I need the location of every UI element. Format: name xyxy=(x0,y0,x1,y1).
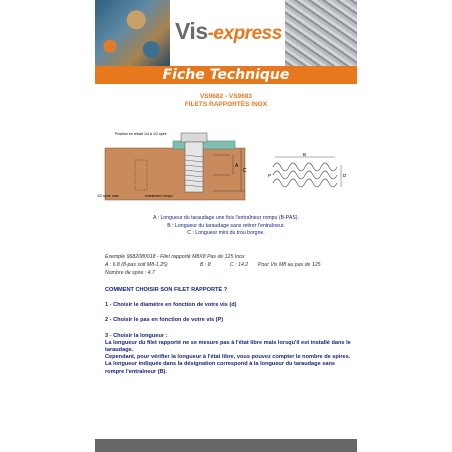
example-title: Exemple 9682080018 - Filet rapporté M8X8 Pas de 125 Inox xyxy=(105,254,245,260)
example-spires: Nombre de spire : 4.7 xyxy=(105,270,155,276)
body-text xyxy=(105,287,355,376)
step-1: 1 - Choisir le diamètre en fonction de votre vis (d) xyxy=(105,302,237,309)
logo-brand: Vis xyxy=(175,18,208,44)
driver-label: entraîneur rompu xyxy=(145,194,173,198)
tools-photo xyxy=(95,0,170,66)
step-3-text-1: La longueur du filet rapporté ne se mesure pas à l'état libre mais lorsqu'il est installé dans le taraudage. xyxy=(105,339,351,354)
example-b: B : 8 xyxy=(200,262,211,268)
caption-line-c: C : Longueur mini du trou borgne. xyxy=(187,230,265,236)
product-reference xyxy=(95,93,357,109)
header xyxy=(95,0,357,66)
caption-line-a: A : Longueur du taraudage une fois l'entraîneur rompu (B-PAS). xyxy=(153,215,299,221)
screws-photo xyxy=(285,0,357,66)
banner-title: Fiche Technique xyxy=(95,66,357,84)
thread-insert-diagram xyxy=(95,125,357,215)
example-a: A : 6.8 (8-pas soit M8-1.25) xyxy=(105,262,168,268)
material-block xyxy=(105,148,245,200)
step-2: 2 - Choisir le pas en fonction de votre vis (P) xyxy=(105,317,224,324)
technical-sheet xyxy=(95,0,357,452)
bolt-shank xyxy=(185,142,203,192)
footer-bar xyxy=(95,439,357,452)
bolt-head xyxy=(181,133,207,142)
diagram-caption xyxy=(95,215,357,238)
example-block xyxy=(105,253,355,277)
example-c: C : 14.2 xyxy=(230,262,249,268)
dim-p-label: P xyxy=(268,173,272,178)
section-question: COMMENT CHOISIR SON FILET RAPPORTÉ ? xyxy=(105,287,228,293)
dim-d-label: D xyxy=(343,173,347,178)
logo-accent: -express xyxy=(207,23,282,44)
step-3-text-2: Cependant, pour vérifier la longueur à l'état libre, vous pouvez compter le nombre de spires. xyxy=(105,354,351,361)
dim-b-label: B xyxy=(303,152,307,157)
coil-insert xyxy=(273,163,337,187)
product-codes: VS9682 - VS9683 xyxy=(199,93,253,100)
logo xyxy=(175,18,282,45)
step-3-text-3: La longueur indiquée dans la désignation correspond à la longueur du taraudage sans rompre l'entraîneur (B). xyxy=(105,361,336,375)
example-values xyxy=(105,261,355,269)
caption-line-b: B : Longueur du taraudage sans retirer l'entraîneur. xyxy=(167,222,285,229)
half-spire-label: 1/2 spire max. xyxy=(97,194,120,198)
dim-c-label: C xyxy=(243,168,247,174)
product-name: FILETS RAPPORTÉS INOX xyxy=(184,101,268,108)
position-label: Position en retrait 1/4 à 1/2 spire xyxy=(115,132,167,136)
example-note: Pour Vis M8 au pas de 125 xyxy=(258,262,321,268)
dim-a-label: A xyxy=(235,163,239,169)
step-3: 3 - Choisir la longueur : xyxy=(105,332,168,339)
